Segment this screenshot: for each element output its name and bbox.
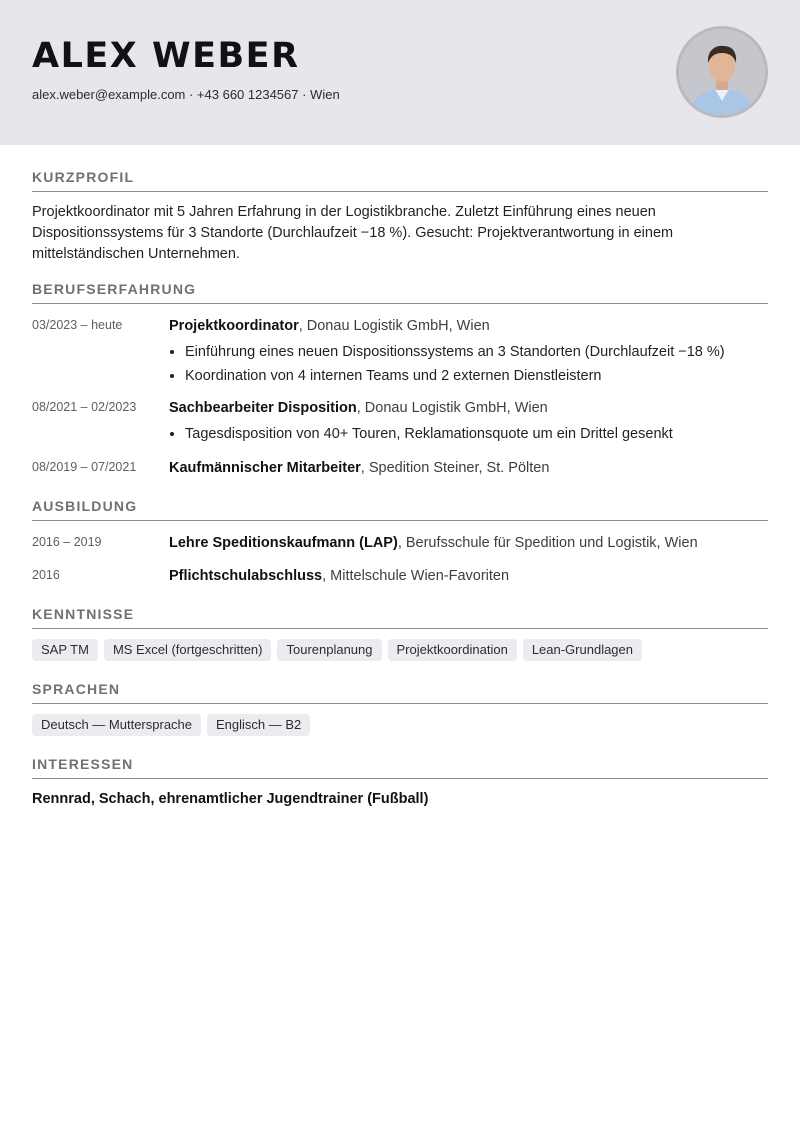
profile-photo: [676, 26, 768, 118]
institution: , Berufsschule für Spedition und Logistik, Wien: [397, 535, 698, 551]
resume-header: [0, 0, 800, 145]
degree: Lehre Speditionskaufmann (LAP): [169, 535, 398, 551]
interests-section: [32, 736, 768, 807]
employer: , Spedition Steiner, St. Pölten: [360, 460, 550, 476]
entry-date: 08/2021 – 02/2023: [32, 400, 137, 414]
interests-text: Rennrad, Schach, ehrenamtlicher Jugendtrainer (Fußball): [32, 791, 429, 807]
entry-heading: [169, 533, 768, 553]
achievement-item: • Koordination von 4 internen Teams und 2 externen Dienstleistern: [185, 364, 768, 388]
entry-heading: [169, 566, 768, 586]
education-section: [32, 478, 768, 586]
degree: Pflichtschulabschluss: [169, 568, 323, 584]
job-title: Sachbearbeiter Disposition: [169, 400, 357, 416]
entry-body: [169, 566, 768, 586]
language-tag: Deutsch — Muttersprache: [32, 714, 201, 736]
section-title: AUSBILDUNG: [32, 498, 768, 521]
entry-date: 2016: [32, 568, 60, 582]
skills-section: [32, 586, 768, 661]
experience-entry: [32, 398, 768, 446]
achievement-list: [169, 340, 768, 388]
job-title: Projektkoordinator: [169, 318, 299, 334]
entry-date: 2016 – 2019: [32, 535, 102, 549]
language-tag: Englisch — B2: [207, 714, 310, 736]
employer: , Donau Logistik GmbH, Wien: [298, 318, 490, 334]
achievement-list: [169, 422, 768, 446]
experience-entry: [32, 316, 768, 388]
achievement-item: • Tagesdisposition von 40+ Touren, Reklamationsquote um ein Drittel gesenkt: [185, 422, 768, 446]
entry-heading: [169, 316, 768, 336]
education-entry: [32, 533, 768, 553]
section-title: INTERESSEN: [32, 756, 768, 779]
employer: , Donau Logistik GmbH, Wien: [356, 400, 548, 416]
achievement-item: • Einführung eines neuen Dispositionssystems an 3 Standorten (Durchlaufzeit −18 %): [185, 340, 768, 364]
entry-body: [169, 316, 768, 388]
section-title: BERUFSERFAHRUNG: [32, 281, 768, 304]
entry-body: [169, 458, 768, 478]
entry-body: [169, 398, 768, 446]
entry-heading: [169, 458, 768, 478]
skill-tag: Tourenplanung: [277, 639, 381, 661]
person-name: ALEX WEBER: [32, 36, 300, 76]
entry-date: 08/2019 – 07/2021: [32, 460, 137, 474]
skill-tag: Lean-Grundlagen: [523, 639, 642, 661]
languages-section: [32, 661, 768, 736]
education-entry: [32, 566, 768, 586]
profile-section: [32, 145, 768, 265]
entry-body: [169, 533, 768, 553]
skill-tags: [32, 639, 768, 661]
section-title: KURZPROFIL: [32, 169, 768, 192]
contact-line: alex.weber@example.com · +43 660 1234567 · Wien: [32, 87, 340, 102]
resume-body: [0, 145, 800, 807]
profile-summary: Projektkoordinator mit 5 Jahren Erfahrung in der Logistikbranche. Zuletzt Einführung eines neuen Dispositionssystems für 3 Standorte (Durchlaufzeit −18 %). Gesucht: Projektverantwortung in einem mittelständischen Unternehmen.: [32, 204, 674, 262]
section-title: SPRACHEN: [32, 681, 768, 704]
experience-entry: [32, 458, 768, 478]
experience-section: [32, 265, 768, 478]
skill-tag: Projektkoordination: [388, 639, 517, 661]
person-photo-icon: [679, 29, 765, 115]
language-tags: [32, 714, 768, 736]
entry-date: 03/2023 – heute: [32, 318, 123, 332]
skill-tag: MS Excel (fortgeschritten): [104, 639, 272, 661]
job-title: Kaufmännischer Mitarbeiter: [169, 460, 361, 476]
skill-tag: SAP TM: [32, 639, 98, 661]
entry-heading: [169, 398, 768, 418]
section-title: KENNTNISSE: [32, 606, 768, 629]
institution: , Mittelschule Wien-Favoriten: [322, 568, 510, 584]
